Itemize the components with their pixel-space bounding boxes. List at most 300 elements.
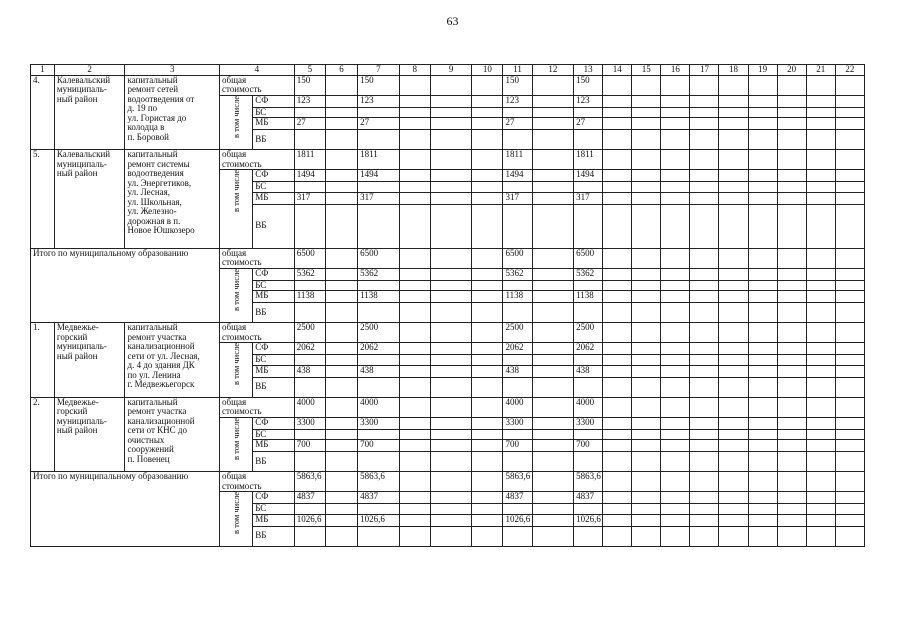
column-header: 18 (719, 65, 748, 76)
empty-cell (325, 95, 357, 107)
source-label-mb: МБ (253, 192, 295, 204)
empty-cell (632, 472, 661, 492)
empty-cell (748, 365, 777, 377)
empty-cell (835, 95, 864, 107)
empty-cell (603, 343, 632, 355)
empty-cell (748, 323, 777, 343)
value-cell: 2062 (503, 343, 532, 355)
empty-cell (806, 107, 835, 118)
empty-cell (532, 107, 574, 118)
source-label-mb: МБ (253, 118, 295, 130)
empty-cell (430, 150, 472, 170)
empty-cell (532, 397, 574, 417)
empty-cell (399, 130, 430, 150)
empty-cell (719, 192, 748, 204)
empty-cell (325, 526, 357, 546)
value-cell: 5362 (358, 268, 400, 280)
empty-cell (603, 397, 632, 417)
value-cell: 1494 (358, 170, 400, 182)
empty-cell (325, 397, 357, 417)
empty-cell (603, 107, 632, 118)
empty-cell (719, 107, 748, 118)
empty-cell (325, 429, 357, 440)
column-header: 10 (472, 65, 503, 76)
total-cost-label: общая стоимость (219, 150, 294, 170)
empty-cell (748, 182, 777, 193)
value-cell: 1811 (574, 150, 603, 170)
empty-cell (603, 170, 632, 182)
value-cell: 27 (574, 118, 603, 130)
source-label-bs: БС (253, 429, 295, 440)
empty-cell (603, 303, 632, 323)
empty-cell (472, 75, 503, 95)
value-cell: 150 (294, 75, 325, 95)
in-total-vertical-label (219, 343, 252, 398)
value-cell: 4000 (574, 397, 603, 417)
value-cell: 2500 (503, 323, 532, 343)
empty-cell (603, 130, 632, 150)
empty-cell (325, 170, 357, 182)
empty-cell (806, 365, 835, 377)
empty-cell (690, 303, 719, 323)
empty-cell (806, 492, 835, 504)
value-cell: 317 (574, 192, 603, 204)
value-cell: 1026,6 (294, 514, 325, 526)
empty-cell (806, 75, 835, 95)
empty-cell (603, 280, 632, 291)
value-cell: 1494 (503, 170, 532, 182)
in-total-vertical-label (219, 95, 252, 150)
empty-cell (806, 204, 835, 248)
empty-cell (632, 182, 661, 193)
empty-cell (472, 417, 503, 429)
empty-cell (430, 323, 472, 343)
empty-cell (430, 280, 472, 291)
empty-cell (777, 492, 806, 504)
column-header: 15 (632, 65, 661, 76)
empty-cell (472, 377, 503, 397)
empty-cell (748, 268, 777, 280)
value-cell (503, 355, 532, 366)
empty-cell (430, 492, 472, 504)
empty-cell (325, 504, 357, 515)
empty-cell (748, 75, 777, 95)
empty-cell (719, 472, 748, 492)
empty-cell (632, 268, 661, 280)
value-cell (294, 182, 325, 193)
value-cell: 438 (294, 365, 325, 377)
column-header: 3 (125, 65, 220, 76)
column-header: 19 (748, 65, 777, 76)
empty-cell (835, 355, 864, 366)
empty-cell (632, 107, 661, 118)
value-cell (574, 504, 603, 515)
empty-cell (777, 429, 806, 440)
empty-cell (719, 291, 748, 303)
empty-cell (632, 377, 661, 397)
source-label-sf: СФ (253, 268, 295, 280)
empty-cell (430, 514, 472, 526)
subtotal-row (31, 472, 865, 492)
empty-cell (399, 170, 430, 182)
empty-cell (806, 303, 835, 323)
empty-cell (806, 397, 835, 417)
empty-cell (835, 268, 864, 280)
empty-cell (472, 291, 503, 303)
value-cell (503, 204, 532, 248)
empty-cell (532, 248, 574, 268)
source-label-vb: ВБ (253, 130, 295, 150)
empty-cell (325, 75, 357, 95)
column-header: 14 (603, 65, 632, 76)
empty-cell (806, 170, 835, 182)
empty-cell (661, 492, 690, 504)
empty-cell (430, 440, 472, 452)
empty-cell (399, 204, 430, 248)
empty-cell (399, 291, 430, 303)
empty-cell (777, 514, 806, 526)
empty-cell (661, 452, 690, 472)
empty-cell (719, 429, 748, 440)
value-cell (503, 504, 532, 515)
empty-cell (661, 303, 690, 323)
subtotal-title: Итого по муниципальному образованию (31, 472, 220, 547)
empty-cell (661, 526, 690, 546)
value-cell: 5863,6 (574, 472, 603, 492)
empty-cell (748, 170, 777, 182)
empty-cell (748, 192, 777, 204)
empty-cell (632, 429, 661, 440)
empty-cell (748, 248, 777, 268)
value-cell: 317 (294, 192, 325, 204)
source-label-bs: БС (253, 504, 295, 515)
source-label-sf: СФ (253, 343, 295, 355)
value-cell: 5863,6 (503, 472, 532, 492)
empty-cell (472, 397, 503, 417)
empty-cell (472, 492, 503, 504)
empty-cell (430, 170, 472, 182)
value-cell (294, 303, 325, 323)
empty-cell (399, 95, 430, 107)
empty-cell (532, 514, 574, 526)
empty-cell (835, 280, 864, 291)
empty-cell (777, 130, 806, 150)
source-label-sf: СФ (253, 417, 295, 429)
empty-cell (532, 440, 574, 452)
value-cell: 700 (294, 440, 325, 452)
empty-cell (399, 268, 430, 280)
empty-cell (430, 377, 472, 397)
value-cell: 438 (358, 365, 400, 377)
empty-cell (777, 440, 806, 452)
value-cell (503, 182, 532, 193)
empty-cell (835, 118, 864, 130)
empty-cell (430, 303, 472, 323)
value-cell: 1026,6 (574, 514, 603, 526)
source-label-sf: СФ (253, 95, 295, 107)
empty-cell (632, 440, 661, 452)
empty-cell (661, 118, 690, 130)
empty-cell (325, 377, 357, 397)
empty-cell (632, 130, 661, 150)
empty-cell (603, 377, 632, 397)
value-cell (358, 280, 400, 291)
empty-cell (835, 204, 864, 248)
empty-cell (532, 303, 574, 323)
empty-cell (661, 355, 690, 366)
empty-cell (835, 472, 864, 492)
value-cell: 1811 (294, 150, 325, 170)
empty-cell (777, 118, 806, 130)
empty-cell (690, 343, 719, 355)
empty-cell (835, 504, 864, 515)
empty-cell (748, 303, 777, 323)
value-cell (294, 377, 325, 397)
empty-cell (690, 514, 719, 526)
value-cell: 4000 (358, 397, 400, 417)
value-cell: 150 (358, 75, 400, 95)
empty-cell (603, 268, 632, 280)
value-cell: 6500 (358, 248, 400, 268)
value-cell: 700 (358, 440, 400, 452)
value-cell: 1494 (574, 170, 603, 182)
empty-cell (399, 365, 430, 377)
empty-cell (399, 355, 430, 366)
empty-cell (748, 130, 777, 150)
empty-cell (532, 417, 574, 429)
empty-cell (472, 365, 503, 377)
empty-cell (472, 182, 503, 193)
value-cell: 150 (574, 75, 603, 95)
empty-cell (632, 170, 661, 182)
value-cell: 2500 (294, 323, 325, 343)
empty-cell (430, 343, 472, 355)
value-cell (294, 280, 325, 291)
source-label-mb: МБ (253, 291, 295, 303)
value-cell: 3300 (358, 417, 400, 429)
empty-cell (399, 303, 430, 323)
value-cell (294, 130, 325, 150)
empty-cell (806, 504, 835, 515)
empty-cell (430, 182, 472, 193)
empty-cell (632, 397, 661, 417)
empty-cell (632, 417, 661, 429)
item-number: 1. (31, 323, 55, 398)
empty-cell (806, 377, 835, 397)
empty-cell (325, 291, 357, 303)
in-total-vertical-label (219, 268, 252, 323)
empty-cell (835, 377, 864, 397)
value-cell (294, 429, 325, 440)
empty-cell (399, 514, 430, 526)
empty-cell (603, 417, 632, 429)
empty-cell (325, 492, 357, 504)
empty-cell (325, 472, 357, 492)
empty-cell (690, 355, 719, 366)
empty-cell (532, 343, 574, 355)
empty-cell (661, 268, 690, 280)
value-cell: 123 (294, 95, 325, 107)
empty-cell (806, 182, 835, 193)
empty-cell (430, 504, 472, 515)
empty-cell (719, 204, 748, 248)
empty-cell (325, 107, 357, 118)
empty-cell (777, 291, 806, 303)
empty-cell (748, 417, 777, 429)
item-number: 2. (31, 397, 55, 472)
empty-cell (430, 417, 472, 429)
value-cell: 4837 (358, 492, 400, 504)
empty-cell (777, 417, 806, 429)
empty-cell (325, 452, 357, 472)
empty-cell (532, 504, 574, 515)
value-cell: 1811 (358, 150, 400, 170)
value-cell: 4837 (503, 492, 532, 504)
source-label-vb: ВБ (253, 303, 295, 323)
empty-cell (806, 417, 835, 429)
empty-cell (690, 118, 719, 130)
empty-cell (835, 291, 864, 303)
empty-cell (690, 504, 719, 515)
empty-cell (632, 118, 661, 130)
empty-cell (472, 107, 503, 118)
empty-cell (430, 130, 472, 150)
empty-cell (661, 182, 690, 193)
empty-cell (690, 452, 719, 472)
value-cell: 150 (503, 75, 532, 95)
empty-cell (603, 472, 632, 492)
empty-cell (399, 472, 430, 492)
empty-cell (719, 526, 748, 546)
empty-cell (603, 492, 632, 504)
value-cell (358, 526, 400, 546)
empty-cell (719, 452, 748, 472)
empty-cell (532, 118, 574, 130)
empty-cell (325, 323, 357, 343)
empty-cell (777, 75, 806, 95)
empty-cell (835, 107, 864, 118)
value-cell: 6500 (503, 248, 532, 268)
empty-cell (835, 417, 864, 429)
empty-cell (532, 526, 574, 546)
in-total-vertical-label (219, 492, 252, 547)
empty-cell (690, 150, 719, 170)
empty-cell (472, 192, 503, 204)
empty-cell (632, 343, 661, 355)
column-header: 9 (430, 65, 472, 76)
empty-cell (430, 118, 472, 130)
empty-cell (806, 343, 835, 355)
source-label-vb: ВБ (253, 452, 295, 472)
value-cell: 4837 (294, 492, 325, 504)
empty-cell (661, 204, 690, 248)
empty-cell (532, 291, 574, 303)
empty-cell (719, 130, 748, 150)
empty-cell (661, 365, 690, 377)
empty-cell (748, 472, 777, 492)
empty-cell (532, 170, 574, 182)
empty-cell (325, 303, 357, 323)
empty-cell (399, 182, 430, 193)
value-cell: 4000 (294, 397, 325, 417)
empty-cell (472, 95, 503, 107)
empty-cell (835, 182, 864, 193)
in-total-vertical-label (219, 170, 252, 249)
empty-cell (661, 417, 690, 429)
empty-cell (603, 365, 632, 377)
subtotal-title: Итого по муниципальному образованию (31, 248, 220, 323)
empty-cell (719, 303, 748, 323)
value-cell: 6500 (294, 248, 325, 268)
empty-cell (777, 452, 806, 472)
source-label-sf: СФ (253, 170, 295, 182)
column-header: 21 (806, 65, 835, 76)
empty-cell (632, 526, 661, 546)
empty-cell (430, 526, 472, 546)
value-cell (574, 204, 603, 248)
empty-cell (661, 323, 690, 343)
empty-cell (632, 303, 661, 323)
empty-cell (472, 452, 503, 472)
empty-cell (632, 355, 661, 366)
empty-cell (661, 107, 690, 118)
empty-cell (603, 291, 632, 303)
value-cell (503, 452, 532, 472)
empty-cell (603, 440, 632, 452)
empty-cell (430, 355, 472, 366)
empty-cell (719, 355, 748, 366)
empty-cell (399, 504, 430, 515)
subtotal-row (31, 248, 865, 268)
empty-cell (399, 107, 430, 118)
value-cell (574, 182, 603, 193)
empty-cell (806, 95, 835, 107)
value-cell (294, 204, 325, 248)
empty-cell (325, 248, 357, 268)
empty-cell (632, 452, 661, 472)
empty-cell (532, 452, 574, 472)
empty-cell (472, 355, 503, 366)
column-header: 22 (835, 65, 864, 76)
empty-cell (632, 192, 661, 204)
empty-cell (632, 504, 661, 515)
value-cell (574, 355, 603, 366)
empty-cell (399, 417, 430, 429)
empty-cell (472, 303, 503, 323)
work-description: капитальный ремонт участка канализационной сети от КНС до очистных сооружений п. Повенец (125, 397, 220, 472)
empty-cell (472, 514, 503, 526)
empty-cell (835, 170, 864, 182)
value-cell: 123 (503, 95, 532, 107)
column-header: 1 (31, 65, 55, 76)
empty-cell (690, 280, 719, 291)
empty-cell (325, 192, 357, 204)
value-cell (294, 107, 325, 118)
value-cell: 3300 (574, 417, 603, 429)
empty-cell (472, 170, 503, 182)
empty-cell (719, 504, 748, 515)
empty-cell (748, 514, 777, 526)
empty-cell (632, 365, 661, 377)
empty-cell (472, 268, 503, 280)
value-cell: 2500 (358, 323, 400, 343)
empty-cell (748, 440, 777, 452)
source-label-mb: МБ (253, 514, 295, 526)
empty-cell (748, 492, 777, 504)
in-total-text: в том числе (230, 170, 241, 212)
source-label-mb: МБ (253, 365, 295, 377)
empty-cell (603, 248, 632, 268)
